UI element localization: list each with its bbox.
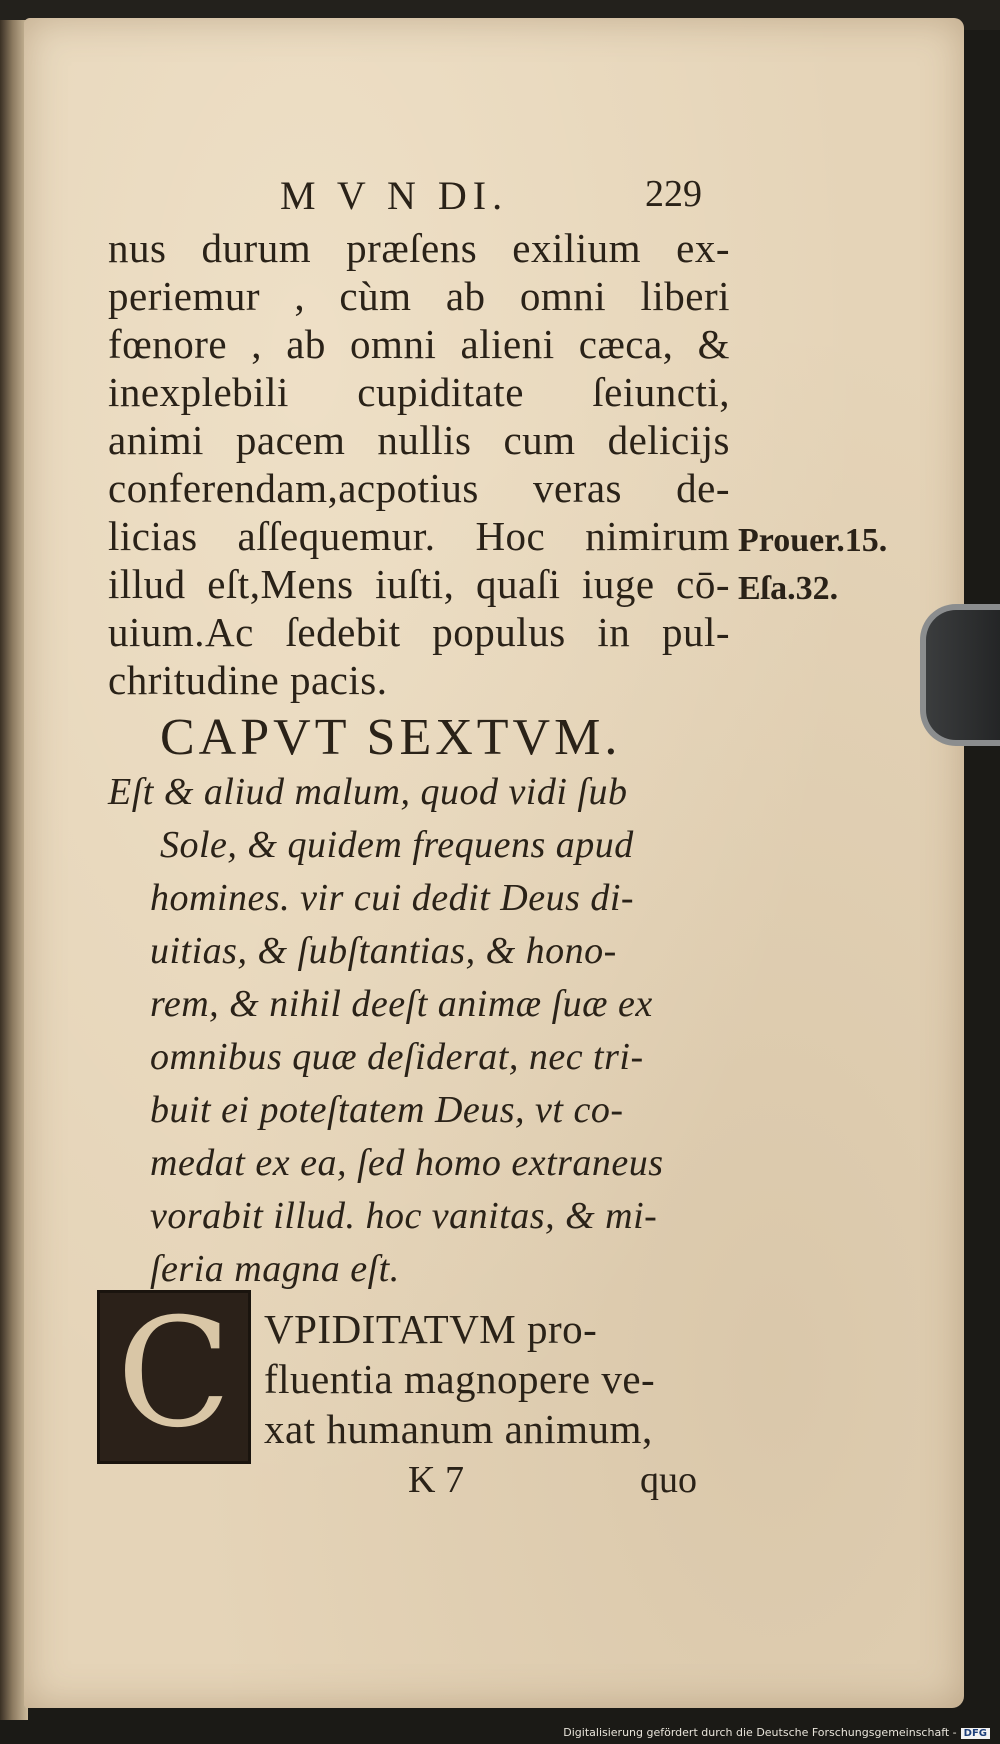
italic-line: uitias, & ſubſtantias, & hono- [150, 930, 617, 972]
text-line: inexplebili cupiditate ſeiuncti, [108, 369, 730, 415]
text-line: conferendam,acpotius veras de- [108, 465, 730, 511]
digitization-caption [563, 1726, 990, 1739]
italic-line: ſeria magna eſt. [150, 1248, 400, 1290]
text-line: licias aſſequemur. Hoc nimirum [108, 513, 730, 559]
text-line: fluentia magnopere ve- [264, 1356, 656, 1402]
text-line: nus durum præſens exilium ex- [108, 225, 730, 271]
italic-line: buit ei poteſtatem Deus, vt co- [150, 1089, 624, 1131]
italic-line: Sole, & quidem frequens apud [160, 824, 634, 866]
italic-line: medat ex ea, ſed homo extraneus [150, 1142, 664, 1184]
caption-text: Digitalisierung gefördert durch die Deutsche Forschungsgemeinschaft - [563, 1726, 957, 1739]
text-line: periemur , cùm ab omni liberi [108, 273, 730, 319]
text-line: illud eſt,Mens iuſti, quaſi iuge cō- [108, 561, 730, 607]
text-line: VPIDITATVM pro- [264, 1306, 598, 1352]
margin-note: Eſa.32. [738, 570, 839, 607]
text-line: chritudine pacis. [108, 657, 388, 703]
italic-line: vorabit illud. hoc vanitas, & mi- [150, 1195, 658, 1237]
text-line: xat humanum animum, [264, 1406, 653, 1452]
margin-note: Prouer.15. [738, 522, 888, 559]
page-number: 229 [645, 173, 702, 215]
text-line: animi pacem nullis cum delicijs [108, 417, 730, 463]
italic-line: omnibus quæ deſiderat, nec tri- [150, 1036, 644, 1078]
text-line: uium.Ac ſedebit populus in pul- [108, 609, 730, 655]
initial-letter: C [116, 1287, 232, 1461]
dfg-logo: DFG [961, 1728, 990, 1739]
catchword: quo [640, 1459, 697, 1501]
signature-mark: K 7 [408, 1459, 464, 1501]
running-title: M V N DI. [280, 173, 509, 218]
chapter-heading: CAPVT SEXTVM. [160, 709, 622, 766]
book-clasp [920, 604, 1000, 746]
italic-line: rem, & nihil deeſt animæ ſuæ ex [150, 983, 653, 1025]
text-line: fœnore , ab omni alieni cæca, & [108, 321, 730, 367]
italic-line: Eſt & aliud malum, quod vidi ſub [108, 771, 628, 813]
decorated-initial [97, 1287, 251, 1464]
italic-line: homines. vir cui dedit Deus di- [150, 877, 635, 919]
